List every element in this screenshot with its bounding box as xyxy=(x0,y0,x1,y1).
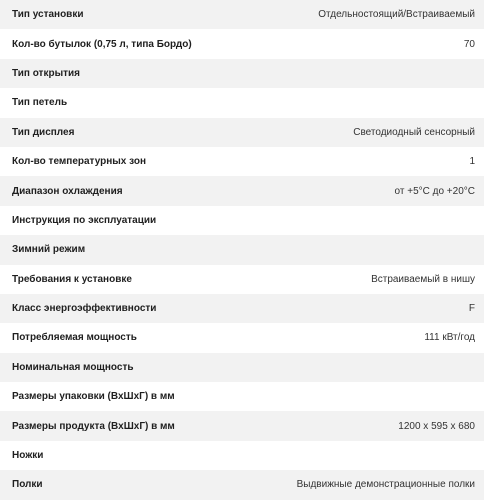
spec-value: 111 кВт/год xyxy=(424,332,475,344)
spec-value: Выдвижные демонстрационные полки xyxy=(296,479,475,491)
spec-row-power-consumption xyxy=(0,323,484,352)
spec-value: 70 xyxy=(463,38,475,50)
spec-row-installation-requirements xyxy=(0,265,484,294)
spec-row-cooling-range xyxy=(0,176,484,205)
spec-value xyxy=(242,235,484,264)
spec-row-legs xyxy=(0,441,484,470)
spec-label: Диапазон охлаждения xyxy=(12,185,123,197)
spec-label: Тип петель xyxy=(12,97,68,109)
spec-row-hinge-type xyxy=(0,88,484,117)
spec-label: Полки xyxy=(12,479,43,491)
spec-label: Потребляемая мощность xyxy=(12,332,137,344)
spec-value xyxy=(242,441,484,470)
spec-row-shelves xyxy=(0,470,484,499)
spec-value: 1 xyxy=(469,156,475,168)
spec-label: Размеры продукта (ВхШхГ) в мм xyxy=(12,420,175,432)
spec-value: Встраиваемый в нишу xyxy=(371,273,475,285)
spec-label: Тип дисплея xyxy=(12,126,75,138)
spec-value xyxy=(242,88,484,117)
spec-value: 1200 x 595 x 680 xyxy=(398,420,475,432)
spec-value xyxy=(242,59,484,88)
spec-label: Ножки xyxy=(12,450,44,462)
spec-row-energy-class xyxy=(0,294,484,323)
spec-row-opening-type xyxy=(0,59,484,88)
spec-label: Зимний режим xyxy=(12,244,86,256)
spec-row-package-dimensions xyxy=(0,382,484,411)
spec-value: F xyxy=(468,303,475,315)
spec-row-temperature-zones xyxy=(0,147,484,176)
spec-row-installation-type xyxy=(0,0,484,29)
spec-value: от +5°C до +20°C xyxy=(394,185,475,197)
spec-label: Требования к установке xyxy=(12,273,132,285)
spec-row-manual xyxy=(0,206,484,235)
spec-label: Инструкция по эксплуатации xyxy=(12,214,157,226)
spec-value: Светодиодный сенсорный xyxy=(353,126,475,138)
spec-row-product-dimensions xyxy=(0,411,484,440)
spec-label: Размеры упаковки (ВхШхГ) в мм xyxy=(12,391,175,403)
spec-row-winter-mode xyxy=(0,235,484,264)
spec-label: Кол-во бутылок (0,75 л, типа Бордо) xyxy=(12,38,192,50)
spec-value: Отдельностоящий/Встраиваемый xyxy=(318,9,475,21)
spec-value xyxy=(242,353,484,382)
spec-row-bottle-capacity xyxy=(0,29,484,58)
spec-row-rated-power xyxy=(0,353,484,382)
spec-label: Класс энергоэффективности xyxy=(12,303,157,315)
spec-label: Тип установки xyxy=(12,9,84,21)
spec-label: Кол-во температурных зон xyxy=(12,156,147,168)
spec-label: Тип открытия xyxy=(12,67,80,79)
spec-row-display-type xyxy=(0,118,484,147)
spec-label: Номинальная мощность xyxy=(12,361,134,373)
spec-value xyxy=(242,382,484,411)
spec-value xyxy=(242,206,484,235)
